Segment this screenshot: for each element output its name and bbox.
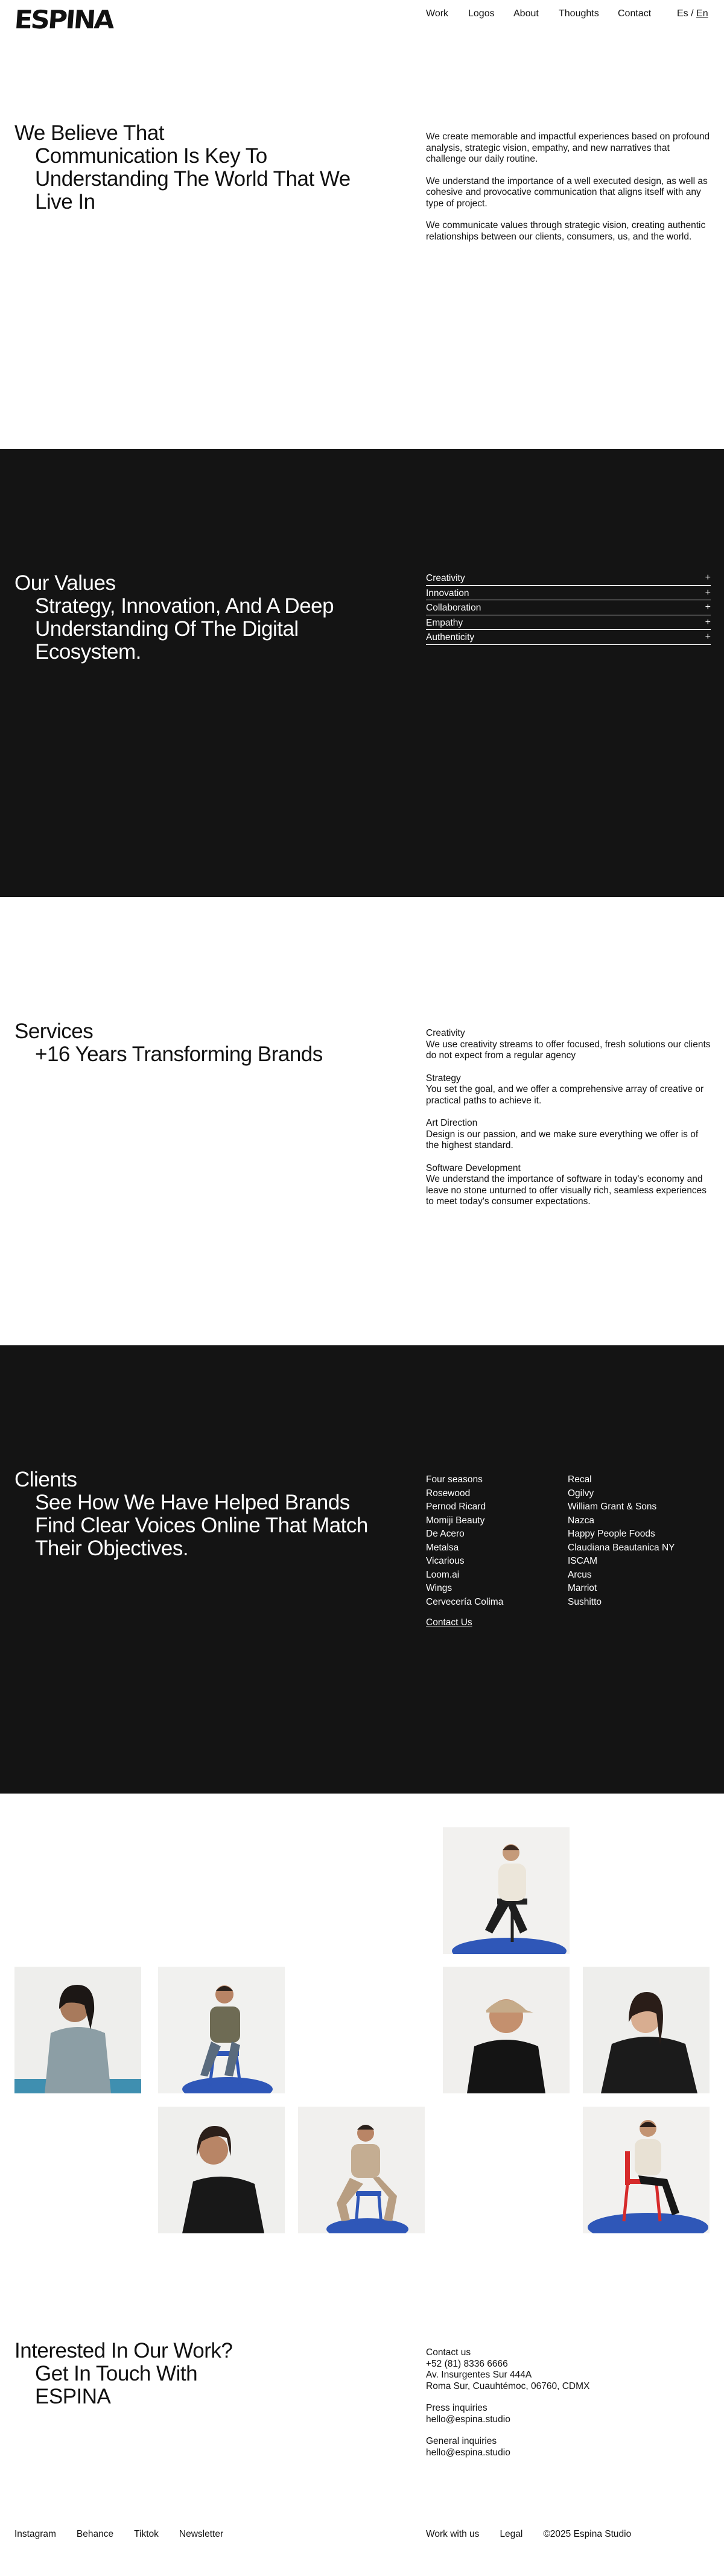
client-name: Metalsa bbox=[426, 1542, 459, 1553]
main-nav bbox=[426, 8, 654, 19]
value-item-collaboration[interactable] bbox=[426, 600, 711, 615]
client-name: Marriot bbox=[568, 1583, 597, 1593]
client-name: Ogilvy bbox=[568, 1488, 594, 1499]
contact-headline-rest: Get In Touch With ESPINA bbox=[35, 2362, 198, 2408]
values-headline-line1: Our Values bbox=[14, 571, 116, 595]
intro-paragraph: We understand the importance of a well executed design, as well as cohesive and provocative communication that aligns itself with any type of project. bbox=[426, 176, 708, 209]
client-name: Cervecería Colima bbox=[426, 1596, 504, 1607]
team-photo bbox=[443, 1827, 570, 1954]
values-accordion bbox=[426, 571, 711, 645]
team-photo bbox=[298, 2107, 425, 2233]
service-item bbox=[426, 1118, 711, 1152]
copyright-text: ©2025 Espina Studio bbox=[543, 2529, 632, 2539]
intro-paragraph: We communicate values through strategic vision, creating authentic relationships between our clients, consumers, us, and the world. bbox=[426, 220, 706, 242]
language-switcher bbox=[677, 8, 708, 19]
service-title: Creativity bbox=[426, 1028, 465, 1038]
service-item bbox=[426, 1073, 711, 1107]
client-name: Nazca bbox=[568, 1515, 594, 1526]
contact-address-line: Roma Sur, Cuauhtémoc, 06760, CDMX bbox=[426, 2381, 590, 2391]
team-photo bbox=[583, 2107, 710, 2233]
footer-behance-link[interactable]: Behance bbox=[76, 2529, 114, 2539]
value-label: Empathy bbox=[426, 617, 463, 628]
client-name: Happy People Foods bbox=[568, 1529, 655, 1539]
contact-phone[interactable]: +52 (81) 8336 6666 bbox=[426, 2358, 508, 2369]
nav-logos[interactable]: Logos bbox=[468, 8, 495, 19]
clients-headline bbox=[14, 1468, 376, 1560]
contact-section bbox=[0, 2308, 724, 2522]
value-label: Innovation bbox=[426, 588, 469, 598]
client-name: Recal bbox=[568, 1474, 592, 1485]
legal-link[interactable]: Legal bbox=[500, 2529, 523, 2539]
contact-headline bbox=[14, 2340, 352, 2408]
work-with-us-link[interactable]: Work with us bbox=[426, 2529, 480, 2539]
clients-grid bbox=[426, 1473, 711, 1609]
service-item bbox=[426, 1028, 711, 1062]
person-reclining-portrait-illustration bbox=[158, 2107, 285, 2233]
clients-column-2 bbox=[568, 1473, 710, 1609]
clients-list bbox=[426, 1473, 711, 1629]
nav-thoughts[interactable]: Thoughts bbox=[559, 8, 599, 19]
value-item-creativity[interactable] bbox=[426, 571, 711, 586]
service-desc: We use creativity streams to offer focused, fresh solutions our clients do not expect from a regular agency bbox=[426, 1039, 711, 1061]
team-photo bbox=[443, 1967, 570, 2093]
contact-us-link[interactable]: Contact Us bbox=[426, 1617, 472, 1628]
client-name: Wings bbox=[426, 1583, 453, 1593]
client-name: Rosewood bbox=[426, 1488, 471, 1499]
services-headline-line1: Services bbox=[14, 1020, 94, 1043]
services-section bbox=[0, 897, 724, 1345]
contact-block-title: General inquiries bbox=[426, 2436, 497, 2446]
intro-paragraph: We create memorable and impactful experiences based on profound analysis, strategic vision, empathy, and new narratives that challenge our daily routine. bbox=[426, 132, 710, 164]
value-item-empathy[interactable] bbox=[426, 615, 711, 630]
lang-en[interactable]: En bbox=[696, 8, 708, 19]
person-cap-portrait-illustration bbox=[443, 1967, 570, 2093]
services-list bbox=[426, 1028, 711, 1219]
intro-section bbox=[0, 45, 724, 449]
clients-headline-rest: See How We Have Helped Brands Find Clear Voices Online That Match Their Objectives. bbox=[35, 1491, 368, 1560]
intro-text bbox=[426, 132, 711, 253]
value-item-authenticity[interactable] bbox=[426, 630, 711, 645]
contact-details bbox=[426, 2347, 711, 2469]
general-email-link[interactable]: hello@espina.studio bbox=[426, 2447, 510, 2458]
team-photo bbox=[158, 1967, 285, 2093]
lang-es[interactable]: Es bbox=[677, 8, 688, 19]
client-name: Sushitto bbox=[568, 1596, 602, 1607]
contact-block bbox=[426, 2403, 711, 2425]
nav-about[interactable]: About bbox=[513, 8, 539, 19]
contact-block-title: Press inquiries bbox=[426, 2403, 487, 2413]
clients-headline-line1: Clients bbox=[14, 1468, 77, 1491]
service-desc: Design is our passion, and we make sure everything we offer is of the highest standard. bbox=[426, 1129, 699, 1150]
social-links bbox=[14, 2529, 244, 2540]
plus-icon[interactable]: + bbox=[705, 632, 711, 642]
contact-address-line: Av. Insurgentes Sur 444A bbox=[426, 2370, 532, 2380]
intro-headline-line1: We Believe That bbox=[14, 121, 165, 145]
values-headline-rest: Strategy, Innovation, And A Deep Understanding Of The Digital Ecosystem. bbox=[35, 594, 334, 664]
clients-column-1 bbox=[426, 1473, 568, 1609]
client-name: De Acero bbox=[426, 1529, 465, 1539]
services-headline bbox=[14, 1020, 352, 1066]
services-headline-rest: +16 Years Transforming Brands bbox=[35, 1042, 323, 1066]
site-header bbox=[0, 0, 724, 45]
service-title: Strategy bbox=[426, 1073, 461, 1083]
service-title: Software Development bbox=[426, 1163, 521, 1173]
plus-icon[interactable]: + bbox=[705, 573, 711, 583]
team-photo bbox=[14, 1967, 141, 2093]
espina-logo[interactable]: ESPINA bbox=[13, 5, 114, 34]
service-desc: You set the goal, and we offer a comprehensive array of creative or practical paths to achieve it. bbox=[426, 1084, 704, 1106]
person-crouched-stool-illustration bbox=[298, 2107, 425, 2233]
client-name: Claudiana Beautanica NY bbox=[568, 1542, 675, 1553]
site-footer bbox=[0, 2522, 724, 2576]
client-name: Four seasons bbox=[426, 1474, 483, 1485]
footer-legal bbox=[426, 2529, 652, 2540]
contact-headline-line1: Interested In Our Work? bbox=[14, 2339, 233, 2362]
service-title: Art Direction bbox=[426, 1118, 478, 1128]
contact-block-title: Contact us bbox=[426, 2347, 471, 2358]
contact-block bbox=[426, 2436, 711, 2458]
value-label: Creativity bbox=[426, 573, 465, 583]
client-name: Pernod Ricard bbox=[426, 1502, 486, 1512]
plus-icon[interactable]: + bbox=[705, 602, 711, 612]
client-name: Loom.ai bbox=[426, 1569, 460, 1580]
client-name: Arcus bbox=[568, 1569, 592, 1580]
team-gallery bbox=[0, 1794, 724, 2308]
service-item bbox=[426, 1163, 711, 1208]
footer-tiktok-link[interactable]: Tiktok bbox=[134, 2529, 159, 2539]
nav-work[interactable]: Work bbox=[426, 8, 449, 19]
plus-icon[interactable]: + bbox=[705, 587, 711, 598]
client-name: William Grant & Sons bbox=[568, 1502, 657, 1512]
nav-contact[interactable]: Contact bbox=[618, 8, 652, 19]
footer-instagram-link[interactable]: Instagram bbox=[14, 2529, 56, 2539]
team-photo bbox=[158, 2107, 285, 2233]
values-section bbox=[0, 449, 724, 897]
value-label: Collaboration bbox=[426, 603, 481, 613]
intro-headline-rest: Communication Is Key To Understanding The World That We Live In bbox=[35, 144, 351, 214]
client-name: Vicarious bbox=[426, 1556, 465, 1566]
person-leaning-portrait-illustration bbox=[583, 1967, 710, 2093]
person-seated-stool-illustration bbox=[158, 1967, 285, 2093]
press-email-link[interactable]: hello@espina.studio bbox=[426, 2414, 510, 2425]
person-seated-chair-illustration bbox=[443, 1827, 570, 1954]
clients-section bbox=[0, 1345, 724, 1794]
plus-icon[interactable]: + bbox=[705, 617, 711, 627]
person-seated-red-chair-illustration bbox=[583, 2107, 710, 2233]
team-photo bbox=[583, 1967, 710, 2093]
footer-newsletter-link[interactable]: Newsletter bbox=[179, 2529, 224, 2539]
client-name: ISCAM bbox=[568, 1556, 598, 1566]
lang-separator: / bbox=[688, 8, 697, 19]
value-label: Authenticity bbox=[426, 632, 475, 642]
service-desc: We understand the importance of software in today's economy and leave no stone unturned to offer visually rich, seamless experiences to meet today's consumer expectations. bbox=[426, 1174, 707, 1207]
contact-block bbox=[426, 2347, 711, 2392]
person-portrait-illustration bbox=[14, 1967, 141, 2093]
client-name: Momiji Beauty bbox=[426, 1515, 485, 1526]
value-item-innovation[interactable] bbox=[426, 586, 711, 601]
intro-headline bbox=[14, 122, 352, 214]
values-headline bbox=[14, 572, 364, 664]
